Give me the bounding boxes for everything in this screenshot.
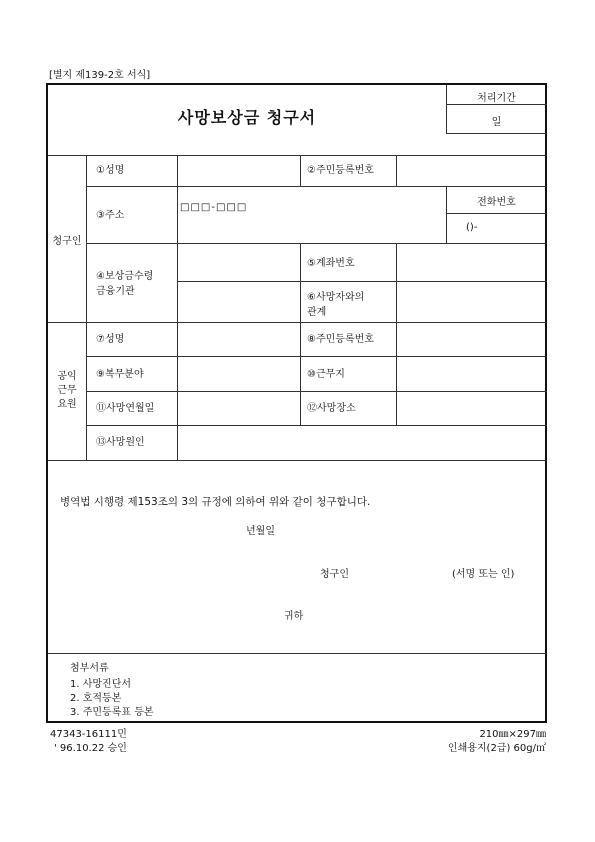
processing-value: 일	[491, 117, 502, 128]
footer-code: 47343-16111민	[50, 729, 127, 740]
address-postal-boxes[interactable]: □□□-□□□	[180, 202, 248, 213]
claimant-rrn-label: ②주민등록번호	[307, 165, 374, 176]
death-date-label: ⑪사망연월일	[96, 403, 155, 414]
death-place-field[interactable]	[397, 392, 546, 424]
claimant-bank-label: ④보상금수령 금융기관	[96, 271, 154, 297]
death-date-field[interactable]	[178, 392, 299, 424]
relation-field[interactable]	[397, 282, 546, 321]
processing-label: 처리기간	[477, 93, 516, 104]
claimant-address-label: ③주소	[96, 210, 125, 221]
phone-label: 전화번호	[477, 197, 516, 208]
bank-field[interactable]	[178, 244, 299, 280]
form-code: [별지 제139-2호 서식]	[49, 70, 151, 81]
claimant-rrn-field[interactable]	[397, 156, 546, 185]
workplace-label: ⑩근무지	[307, 369, 345, 380]
claimant-relation-label: ⑥사망자와의 관계	[307, 292, 365, 318]
attachments-title: 첨부서류	[70, 663, 109, 674]
death-place-label: ⑫사망장소	[307, 403, 356, 414]
deceased-name-field[interactable]	[178, 323, 299, 355]
claimant-name-label: ①성명	[96, 165, 125, 176]
claim-form	[46, 83, 547, 723]
footer-approval: ' 96.10.22 승인	[54, 743, 127, 754]
footer-size: 210㎜×297㎜	[479, 729, 546, 740]
deceased-rrn-field[interactable]	[397, 323, 546, 355]
recipient-label: 귀하	[284, 611, 304, 622]
deceased-name-label: ⑦성명	[96, 334, 125, 345]
deceased-section-label: 공익 근무 요원	[57, 371, 77, 410]
service-field-field[interactable]	[178, 357, 299, 390]
service-field-label: ⑨복무분야	[96, 369, 144, 380]
death-cause-field[interactable]	[178, 426, 546, 459]
sign-label: (서명 또는 인)	[452, 569, 515, 580]
claimant-signature-label: 청구인	[320, 569, 350, 580]
attachment-item: 3. 주민등록표 등본	[70, 707, 154, 718]
attachment-item: 1. 사망진단서	[70, 679, 132, 690]
claimant-name-field[interactable]	[178, 156, 299, 185]
attachment-item: 2. 호적등본	[70, 693, 122, 704]
death-cause-label: ⑬사망원인	[96, 437, 145, 448]
declaration-statement: 병역법 시행령 제153조의 3의 규정에 의하여 위와 같이 청구합니다.	[60, 496, 371, 508]
form-title: 사망보상금 청구서	[177, 108, 317, 127]
phone-format[interactable]: ()-	[466, 222, 478, 233]
footer-paper: 인쇄용지(2급) 60g/㎡	[447, 743, 546, 754]
claimant-section-label: 청구인	[52, 236, 82, 247]
account-field[interactable]	[397, 244, 546, 280]
workplace-field[interactable]	[397, 357, 546, 390]
date-line[interactable]: 년월일	[246, 526, 276, 537]
claimant-account-label: ⑤계좌번호	[307, 258, 355, 269]
deceased-rrn-label: ⑧주민등록번호	[307, 334, 374, 345]
